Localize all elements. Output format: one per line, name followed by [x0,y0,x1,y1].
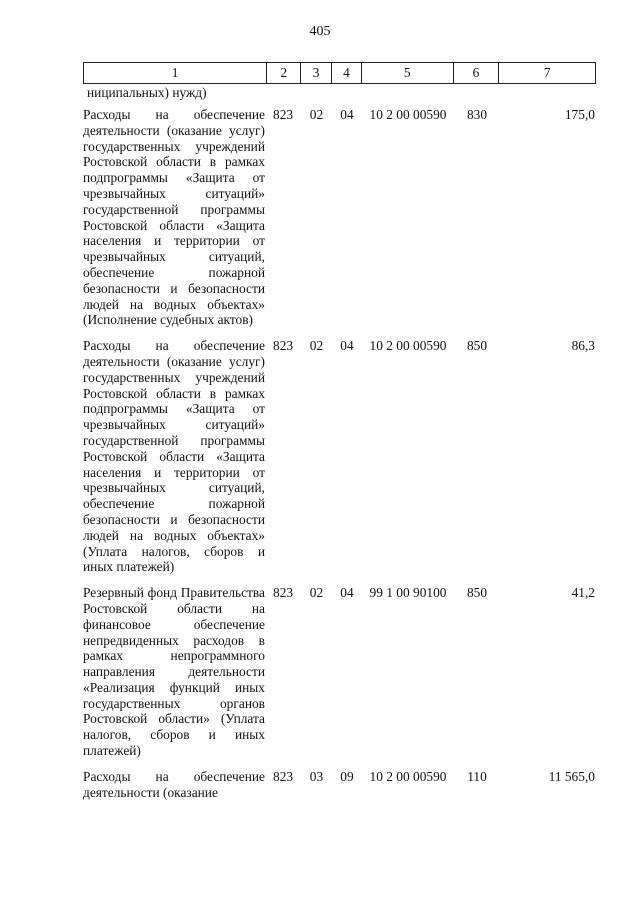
row-expense-type: 850 [466,585,488,601]
row-amount: 41,2 [571,585,595,601]
header-col-7: 7 [543,65,551,80]
row-ministry-code: 823 [273,585,294,601]
row-expense-type: 110 [467,768,487,784]
table-row [83,338,596,575]
row-description: Расходы на обеспечение деятельности (оказание услуг) государственных учреждений Ростовской области в рамках подпрограммы «Защита от чрезвычайных ситуаций» государственной программы Ростовской области «Защита населения и территории от чрезвычайных ситуаций, обеспечение пожарной безопасности и безопасности людей на водных объектах» (Уплата налогов, сборов и иных платежей) [83,338,265,575]
header-col-2: 2 [267,63,301,83]
row-expense-type: 830 [466,107,488,122]
row-description: Расходы на обеспечение деятельности (оказание услуг) государственных учреждений Ростовской области в рамках подпрограммы «Защита от чрезвычайных ситуаций» государственной программы Ростовской области «Защита населения и территории от чрезвычайных ситуаций, обеспечение пожарной безопасности и безопасности людей на водных объектах» (Исполнение судебных актов) [83,107,265,328]
row-target-code: 10 2 00 00590 [369,768,447,784]
row-section-code: 03 [309,768,324,784]
row-amount: 11 565,0 [548,768,595,784]
header-col-3: 3 [301,63,332,83]
row-expense-type: 850 [466,338,488,354]
row-ministry-code: 823 [273,768,294,784]
row-section-code: 02 [309,585,324,601]
header-col-5: 5 [362,63,454,83]
header-col-1: 1 [84,63,267,83]
row-subsection-code: 04 [340,338,354,354]
row-ministry-code: 823 [273,107,294,122]
header-col-4: 4 [332,63,362,83]
row-amount: 175,0 [564,107,595,122]
row-subsection-code: 04 [340,107,354,122]
row-target-code: 99 1 00 90100 [369,585,447,601]
table-row [83,769,596,801]
row-target-code: 10 2 00 00590 [369,338,447,354]
row-section-code: 02 [309,107,324,122]
header-col-6: 6 [454,63,500,83]
row-subsection-code: 09 [340,768,354,784]
table-header-row [83,62,596,84]
row-ministry-code: 823 [273,338,294,354]
table-row [83,107,596,328]
row-description: Расходы на обеспечение деятельности (оказание [83,768,265,800]
continuation-text: ниципальных) нужд) [87,85,207,100]
page-number: 405 [309,24,331,39]
row-target-code: 10 2 00 00590 [369,107,447,122]
budget-table [83,62,596,800]
table-row [83,585,596,759]
row-amount: 86,3 [571,338,595,354]
row-subsection-code: 04 [340,585,354,601]
row-description: Резервный фонд Правительства Ростовской области на финансовое обеспечение непредвиденных расходов в рамках непрограммного направления деятельности «Реализация функций иных государственных органов Ростовской области» (Уплата налогов, сборов и иных платежей) [83,585,265,759]
row-section-code: 02 [309,338,324,354]
